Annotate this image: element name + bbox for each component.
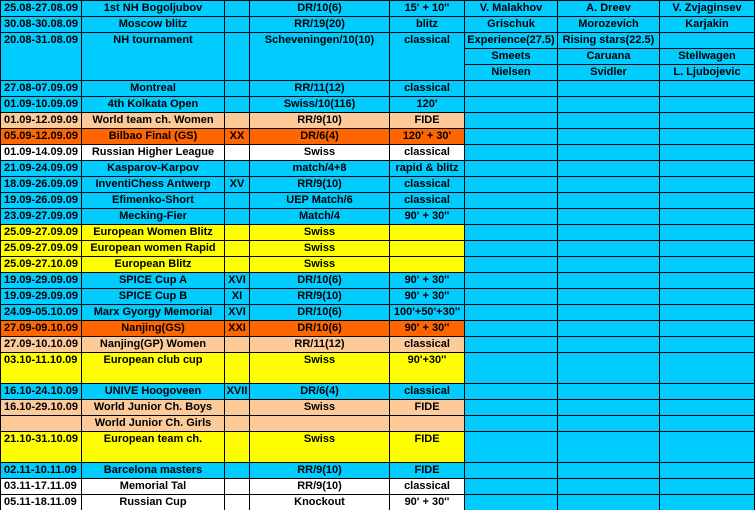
dates-cell: 21.09-24.09.09: [1, 161, 81, 176]
col3-cell: [660, 305, 754, 320]
format-cell: RR/9(10): [250, 177, 389, 192]
col1-cell: [465, 384, 557, 399]
event-cell: InventiChess Antwerp: [82, 177, 224, 192]
col1-cell: [465, 495, 557, 510]
event-cell: 4th Kolkata Open: [82, 97, 224, 112]
table-row: [0, 479, 755, 494]
col2-cell: [558, 321, 659, 336]
control-cell: [390, 257, 464, 272]
col1-cell: [465, 432, 557, 462]
col3-cell: [660, 129, 754, 144]
dates-cell: 25.08-27.08.09: [1, 1, 81, 16]
round-cell: [225, 81, 249, 96]
col3-cell: [660, 400, 754, 415]
round-cell: [225, 97, 249, 112]
control-cell: 120': [390, 97, 464, 112]
col2-cell: [558, 145, 659, 160]
table-row: [0, 161, 755, 176]
col2-cell: [558, 97, 659, 112]
round-cell: [225, 495, 249, 510]
format-cell: RR/9(10): [250, 479, 389, 494]
format-cell: Swiss: [250, 225, 389, 240]
table-row: [0, 495, 755, 510]
col3-cell: [660, 432, 754, 462]
event-cell: World Junior Ch. Girls: [82, 416, 224, 431]
round-cell: XI: [225, 289, 249, 304]
dates-cell: 01.09-14.09.09: [1, 145, 81, 160]
round-cell: [225, 353, 249, 383]
control-cell: 120' + 30': [390, 129, 464, 144]
format-cell: RR/9(10): [250, 463, 389, 478]
event-cell: Nanjing(GP) Women: [82, 337, 224, 352]
col3-cell: [660, 81, 754, 96]
col3-cell: [660, 495, 754, 510]
round-cell: XVII: [226, 385, 248, 397]
dates-cell: 24.09-05.10.09: [1, 305, 81, 320]
col3-cell: [660, 353, 754, 383]
col2-cell: [558, 305, 659, 320]
round-cell: [225, 193, 249, 208]
dates-cell: 19.09-29.09.09: [1, 273, 81, 288]
table-row: [0, 384, 755, 399]
col2-cell: [558, 209, 659, 224]
format-cell: Swiss: [250, 400, 389, 415]
result-subcell: Caruana: [558, 49, 659, 64]
control-cell: 90'+30'': [390, 353, 464, 383]
event-cell: Kasparov-Karpov: [82, 161, 224, 176]
col2-cell: [558, 225, 659, 240]
event-cell: European club cup: [82, 353, 224, 383]
table-row: [0, 225, 755, 240]
event-cell: Mecking-Fier: [82, 209, 224, 224]
col1-cell: [465, 289, 557, 304]
table-row: [0, 400, 755, 415]
col3-cell: [660, 416, 754, 431]
dates-cell: 19.09-29.09.09: [1, 289, 81, 304]
round-cell: [225, 113, 249, 128]
table-row: [0, 177, 755, 192]
col2-cell: [558, 273, 659, 288]
col3-cell: [660, 384, 754, 399]
table-row: [0, 432, 755, 462]
control-cell: 90' + 30'': [390, 321, 464, 336]
table-row: [0, 353, 755, 383]
event-cell: Bilbao Final (GS): [82, 129, 224, 144]
round-cell: XVI: [225, 305, 249, 320]
col2-cell: [558, 257, 659, 272]
event-cell: Montreal: [82, 81, 224, 96]
col3-cell: [660, 241, 754, 256]
control-cell: 100'+50'+30'': [390, 305, 464, 320]
table-row: [0, 33, 755, 80]
col2-cell: [558, 479, 659, 494]
col1-cell: V. Malakhov: [465, 1, 557, 16]
dates-cell: 19.09-26.09.09: [1, 193, 81, 208]
format-cell: RR/9(10): [250, 289, 389, 304]
table-row: [0, 416, 755, 431]
col3-cell: [660, 209, 754, 224]
format-cell: Match/4: [250, 209, 389, 224]
col1-cell: [465, 479, 557, 494]
col1-cell: [465, 321, 557, 336]
event-cell: Russian Higher League: [82, 145, 224, 160]
col2-cell: [558, 289, 659, 304]
table-row: [0, 129, 755, 144]
control-cell: classical: [390, 145, 464, 160]
event-cell: World team ch. Women: [82, 113, 224, 128]
col2-cell: [558, 193, 659, 208]
col1-cell: [465, 273, 557, 288]
control-cell: [390, 225, 464, 240]
result-subcell: Nielsen: [465, 65, 557, 80]
col2-cell: [558, 432, 659, 462]
dates-cell: 18.09-26.09.09: [1, 177, 81, 192]
col3-cell: [660, 97, 754, 112]
round-cell: [225, 33, 249, 80]
control-cell: 90' + 30'': [390, 495, 464, 510]
col2-cell: [558, 113, 659, 128]
dates-cell: 01.09-10.09.09: [1, 97, 81, 112]
col3-cell: [660, 289, 754, 304]
format-cell: Swiss/10(116): [250, 97, 389, 112]
col2-cell: A. Dreev: [558, 1, 659, 16]
col1-cell: [465, 257, 557, 272]
dates-cell: 03.10-11.10.09: [1, 353, 81, 383]
event-cell: Marx Gyorgy Memorial: [82, 305, 224, 320]
format-cell: DR/10(6): [250, 321, 389, 336]
table-row: [0, 209, 755, 224]
control-cell: FIDE: [390, 400, 464, 415]
result-subcell: Experience(27.5): [465, 33, 557, 48]
event-cell: Barcelona masters: [82, 463, 224, 478]
table-row: [0, 289, 755, 304]
col3-cell: [660, 113, 754, 128]
col1-cell: [465, 161, 557, 176]
col3-cell: [660, 337, 754, 352]
col1-cell: [465, 337, 557, 352]
round-cell: XX: [225, 129, 249, 144]
col1-cell: [465, 145, 557, 160]
col3-cell: [660, 273, 754, 288]
control-cell: [390, 416, 464, 431]
event-cell: European Blitz: [82, 257, 224, 272]
col3-cell: [660, 145, 754, 160]
control-cell: FIDE: [390, 113, 464, 128]
dates-cell: 25.09-27.09.09: [1, 225, 81, 240]
dates-cell: [1, 416, 81, 431]
col1-cell: [465, 209, 557, 224]
table-row: [0, 305, 755, 320]
event-cell: Nanjing(GS): [82, 321, 224, 336]
event-cell: 1st NH Bogoljubov: [82, 1, 224, 16]
round-cell: [225, 161, 249, 176]
format-cell: Swiss: [250, 145, 389, 160]
round-cell: [225, 241, 249, 256]
event-cell: Moscow blitz: [82, 17, 224, 32]
format-cell: DR/10(6): [250, 305, 389, 320]
col2-cell: [558, 161, 659, 176]
col3-cell: [660, 463, 754, 478]
format-cell: Swiss: [250, 257, 389, 272]
event-cell: Efimenko-Short: [82, 193, 224, 208]
col1-cell: [465, 97, 557, 112]
dates-cell: 05.09-12.09.09: [1, 129, 81, 144]
event-cell: SPICE Cup B: [82, 289, 224, 304]
col1-cell: [465, 353, 557, 383]
control-cell: FIDE: [390, 432, 464, 462]
col1-cell: [465, 129, 557, 144]
event-cell: UNIVE Hoogoveen: [82, 384, 224, 399]
dates-cell: 27.09-10.10.09: [1, 337, 81, 352]
table-row: [0, 97, 755, 112]
control-cell: classical: [390, 177, 464, 192]
col3-cell: [660, 225, 754, 240]
result-subcell: Smeets: [465, 49, 557, 64]
col3-cell: [660, 177, 754, 192]
format-cell: UEP Match/6: [250, 193, 389, 208]
round-cell: [225, 337, 249, 352]
table-row: [0, 257, 755, 272]
format-cell: Scheveningen/10(10): [250, 33, 389, 80]
col1-cell: [465, 463, 557, 478]
col3-cell: Karjakin: [660, 17, 754, 32]
result-subcell: Svidler: [558, 65, 659, 80]
format-cell: [250, 416, 389, 431]
col1-cell: [465, 81, 557, 96]
table-row: [0, 193, 755, 208]
col2-cell: [558, 400, 659, 415]
control-cell: 90' + 30'': [390, 209, 464, 224]
col3-cell: [660, 161, 754, 176]
table-row: [0, 17, 755, 32]
dates-cell: 30.08-30.08.09: [1, 17, 81, 32]
event-cell: European Women Blitz: [82, 225, 224, 240]
round-cell: [225, 400, 249, 415]
table-row: [0, 1, 755, 16]
round-cell: [225, 17, 249, 32]
col3-cell: [660, 193, 754, 208]
dates-cell: 25.09-27.09.09: [1, 241, 81, 256]
control-cell: [390, 241, 464, 256]
table-row: [0, 113, 755, 128]
control-cell: 90' + 30'': [390, 273, 464, 288]
round-cell: [225, 225, 249, 240]
table-row: [0, 321, 755, 336]
result-subcell: Stellwagen: [660, 49, 754, 64]
event-cell: Memorial Tal: [82, 479, 224, 494]
format-cell: DR/10(6): [250, 1, 389, 16]
format-cell: RR/9(10): [250, 113, 389, 128]
event-cell: NH tournament: [82, 33, 224, 80]
col3-cell: [660, 479, 754, 494]
control-cell: classical: [390, 193, 464, 208]
col2-cell: [558, 129, 659, 144]
col2-cell: Morozevich: [558, 17, 659, 32]
event-cell: World Junior Ch. Boys: [82, 400, 224, 415]
col1-cell: [465, 113, 557, 128]
format-cell: DR/6(4): [250, 129, 389, 144]
control-cell: FIDE: [390, 463, 464, 478]
round-cell: [225, 432, 249, 462]
col1-cell: [465, 305, 557, 320]
control-cell: classical: [390, 479, 464, 494]
col1-cell: [465, 193, 557, 208]
round-cell: XXI: [225, 321, 249, 336]
dates-cell: 27.09-09.10.09: [1, 321, 81, 336]
col1-cell: [465, 177, 557, 192]
col3-cell: [660, 257, 754, 272]
dates-cell: 23.09-27.09.09: [1, 209, 81, 224]
round-cell: [225, 145, 249, 160]
col1-cell: [465, 416, 557, 431]
table-row: [0, 241, 755, 256]
dates-cell: 02.11-10.11.09: [1, 463, 81, 478]
format-cell: match/4+8: [250, 161, 389, 176]
col2-cell: [558, 495, 659, 510]
col2-cell: [558, 177, 659, 192]
round-cell: XV: [225, 177, 249, 192]
format-cell: DR/10(6): [250, 273, 389, 288]
col3-cell: V. Zvjaginsev: [660, 1, 754, 16]
control-cell: 90' + 30'': [390, 289, 464, 304]
format-cell: Knockout: [250, 495, 389, 510]
table-row: [0, 145, 755, 160]
col1-cell: [465, 241, 557, 256]
control-cell: classical: [390, 337, 464, 352]
dates-cell: 16.10-24.10.09: [1, 384, 81, 399]
col2-cell: [558, 416, 659, 431]
event-cell: European women Rapid: [82, 241, 224, 256]
round-cell: [225, 416, 249, 431]
col1-cell: Grischuk: [465, 17, 557, 32]
col3-cell: [660, 321, 754, 336]
round-cell: [225, 479, 249, 494]
event-cell: SPICE Cup A: [82, 273, 224, 288]
col2-cell: [558, 384, 659, 399]
control-cell: rapid & blitz: [390, 161, 464, 176]
round-cell: [225, 257, 249, 272]
table-row: [0, 337, 755, 352]
dates-cell: 16.10-29.10.09: [1, 400, 81, 415]
col2-cell: [558, 81, 659, 96]
format-cell: Swiss: [250, 432, 389, 462]
round-cell: XVI: [225, 273, 249, 288]
format-cell: RR/11(12): [250, 337, 389, 352]
control-cell: classical: [390, 81, 464, 96]
dates-cell: 27.08-07.09.09: [1, 81, 81, 96]
format-cell: Swiss: [250, 353, 389, 383]
col2-cell: [558, 241, 659, 256]
table-row: [0, 81, 755, 96]
col2-cell: [558, 463, 659, 478]
control-cell: classical: [390, 33, 464, 80]
control-cell: blitz: [390, 17, 464, 32]
round-cell: [225, 1, 249, 16]
format-cell: RR/19(20): [250, 17, 389, 32]
result-subcell: L. Ljubojevic: [660, 65, 754, 80]
dates-cell: 21.10-31.10.09: [1, 432, 81, 462]
dates-cell: 03.11-17.11.09: [1, 479, 81, 494]
event-cell: European team ch.: [82, 432, 224, 462]
control-cell: classical: [390, 384, 464, 399]
dates-cell: 05.11-18.11.09: [1, 495, 81, 510]
table-row: [0, 463, 755, 478]
format-cell: RR/11(12): [250, 81, 389, 96]
table-row: [0, 273, 755, 288]
col2-cell: [558, 353, 659, 383]
col2-cell: [558, 337, 659, 352]
round-cell: [225, 463, 249, 478]
col1-cell: [465, 225, 557, 240]
col1-cell: [465, 400, 557, 415]
result-subcell: Rising stars(22.5): [558, 33, 659, 48]
control-cell: 15' + 10'': [390, 1, 464, 16]
dates-cell: 25.09-27.10.09: [1, 257, 81, 272]
dates-cell: 01.09-12.09.09: [1, 113, 81, 128]
event-cell: Russian Cup: [82, 495, 224, 510]
format-cell: DR/6(4): [250, 384, 389, 399]
round-cell: [225, 209, 249, 224]
dates-cell: 20.08-31.08.09: [1, 33, 81, 80]
result-subcell: [660, 33, 754, 48]
format-cell: Swiss: [250, 241, 389, 256]
